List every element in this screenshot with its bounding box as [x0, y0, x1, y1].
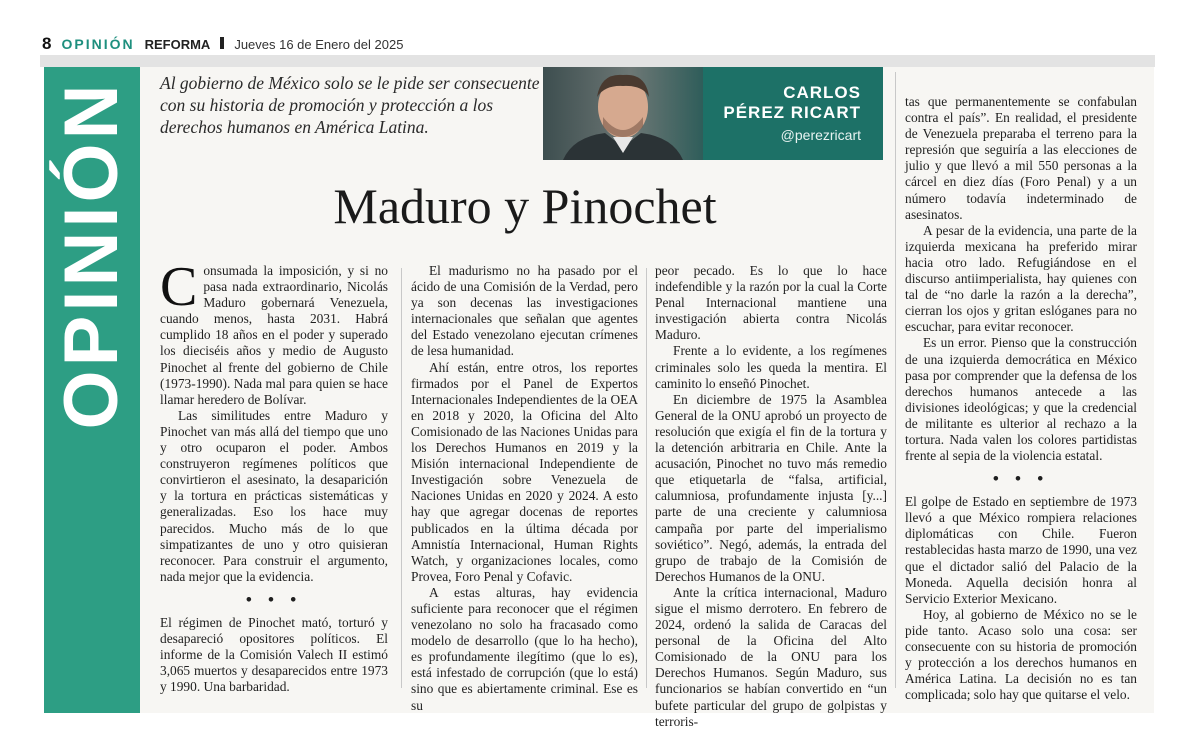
section-name: OPINIÓN [61, 36, 135, 52]
paragraph: tas que permanentemente se confabulan contra el país”. En realidad, el presidente de Venezuela preparaba el terreno para la represión que seguiría a las elecciones de julio y que llevó a mil 550 personas a la cárcel en diez días (Foro Penal) y a un número todavía indeterminado de asesinatos. [905, 94, 1137, 222]
paragraph: Hoy, al gobierno de México no se le pide tanto. Acaso solo una cosa: ser consecuente con su historia de promoción y protección a los derechos humanos en América Latina. La decisión no es tan complicada; solo hay que quitarse el velo. [905, 606, 1137, 703]
column-divider [401, 268, 402, 688]
paragraph: A pesar de la evidencia, una parte de la izquierda mexicana ha preferido mirar hacia otro lado. Refugiándose en el discurso antiimperialista, hay quienes con tal de “no darle la razón a la derecha”, cierran los ojos y gritan eslóganes para no escuchar, para evitar reconocer. [905, 222, 1137, 335]
author-photo [543, 67, 703, 160]
paragraph-text: onsumada la imposición, y si no pasa nada extraordinario, Nicolás Maduro gobernará Venezuela, cuando menos, hasta 2031. Habrá cumplido 18 años en el poder y superado los dieciséis años y medio de Augusto Pinochet al frente del gobierno de Chile (1973-1990). Nada mal para quien se hace llamar heredero de Bolívar. [160, 263, 388, 407]
paragraph: Frente a lo evidente, a los regímenes criminales solo les queda la mentira. El caminito lo enseñó Pinochet. [655, 343, 887, 391]
page-number: 8 [42, 34, 52, 53]
paragraph: El golpe de Estado en septiembre de 1973 llevó a que México rompiera relaciones diplomáticas con Chile. Fueron restablecidas hasta marzo de 1990, una vez que el dictador salió del Palacio de la Moneda. Aquella decisión honra al Servicio Exterior Mexicano. [905, 494, 1137, 606]
drop-cap: C [160, 256, 198, 318]
author-portrait-icon [543, 67, 703, 160]
article-column-1 [160, 256, 388, 695]
paragraph [160, 256, 388, 408]
section-separator: • • • [245, 589, 303, 609]
section-separator: • • • [992, 469, 1050, 489]
column-divider [895, 72, 896, 688]
section-side-label: OPINIÓN [49, 80, 134, 430]
pull-quote: Al gobierno de México solo se le pide ser consecuente con su historia de promoción y protección a los derechos humanos en América Latina. [160, 73, 540, 137]
paragraph: A estas alturas, hay evidencia suficiente para reconocer que el régimen venezolano no solo ha fracasado como modelo de desarrollo (que lo ha hecho), es profundamente ilegítimo (que lo es), está infestado de corrupción (que lo está) sino que es abiertamente criminal. Ese es su [411, 584, 638, 713]
paragraph: peor pecado. Es lo que lo hace indefendible y la razón por la cual la Corte Penal Internacional mantiene una investigación abierta contra Nicolás Maduro. [655, 263, 887, 343]
page-header [42, 34, 403, 56]
header-separator [220, 37, 224, 49]
paragraph: Ahí están, entre otros, los reportes firmados por el Panel de Expertos Internacionales Independientes de la OEA en 2018 y 2020, la Oficina del Alto Comisionado de las Naciones Unidas para los Derechos Humanos en 2019 y la Misión internacional Independiente de Investigación sobre Venezuela de Naciones Unidas en 2020 y 2024. A esto hay que agregar docenas de reportes publicados en la última década por Amnistía Internacional, Human Rights Watch, y organizaciones locales, como Provea, Foro Penal y Cofavic. [411, 359, 638, 584]
column-divider [646, 268, 647, 688]
paragraph: El madurismo no ha pasado por el ácido de una Comisión de la Verdad, pero ya son decenas las investigaciones internacionales que señalan que agentes del Estado venezolano ejecutan crímenes de lesa humanidad. [411, 263, 638, 359]
article-column-2 [411, 263, 638, 714]
author-handle: @perezricart [780, 127, 861, 143]
article-column-4 [905, 94, 1137, 703]
article-title: Maduro y Pinochet [333, 178, 717, 234]
author-name [723, 83, 861, 123]
newspaper-name: REFORMA [144, 37, 211, 52]
publication-date: Jueves 16 de Enero del 2025 [234, 37, 404, 52]
author-first-name: CARLOS [783, 83, 861, 102]
paragraph: Las similitudes entre Maduro y Pinochet van más allá del tiempo que uno y otro ocuparon el poder. Ambos construyeron regímenes políticos que convirtieron el asesinato, la desaparición y la tortura en prácticas sistemáticas y generalizadas. Eso los hace muy parecidos. Mucho más de lo que simpatizantes de uno y otro quisieran reconocer. Para construir el argumento, nada mejor que la evidencia. [160, 407, 388, 584]
header-rule [40, 55, 1155, 67]
article-column-3 [655, 263, 887, 730]
author-box [543, 67, 883, 160]
paragraph: En diciembre de 1975 la Asamblea General de la ONU aprobó un proyecto de resolución que exigía el fin de la tortura y la detención arbitraria en Chile. Ante la acusación, Pinochet no tuvo más remedio que etiquetarla de “falsa, artificial, calumniosa, profundamente injusta [y...] parte de una creciente y calumniosa campaña por parte del imperialismo soviético”. Negó, además, la entrada del grupo de trabajo de la Comisión de Derechos Humanos de la ONU. [655, 391, 887, 584]
paragraph: Ante la crítica internacional, Maduro sigue el mismo derrotero. En febrero de 2024, ordenó la salida de Caracas del personal de la Oficina del Alto Comisionado de la ONU para los Derechos Humanos. Según Maduro, sus funcionarios se habían convertido en “un bufete particular del grupo de golpistas y terroris- [655, 584, 887, 729]
paragraph: El régimen de Pinochet mató, torturó y desapareció opositores políticos. El informe de la Comisión Valech II estimó 3,065 muertos y desaparecidos entre 1973 y 1990. Una barbaridad. [160, 614, 388, 695]
author-last-name: PÉREZ RICART [723, 103, 861, 122]
paragraph: Es un error. Pienso que la construcción de una izquierda democrática en México pasa por comprender que la defensa de los derechos humanos antecede a las divisiones ideológicas; y que la credencial de militante es ulterior al rechazo a la tortura. Nada valen los colores partidistas frente al sepia de la violencia estatal. [905, 335, 1137, 464]
